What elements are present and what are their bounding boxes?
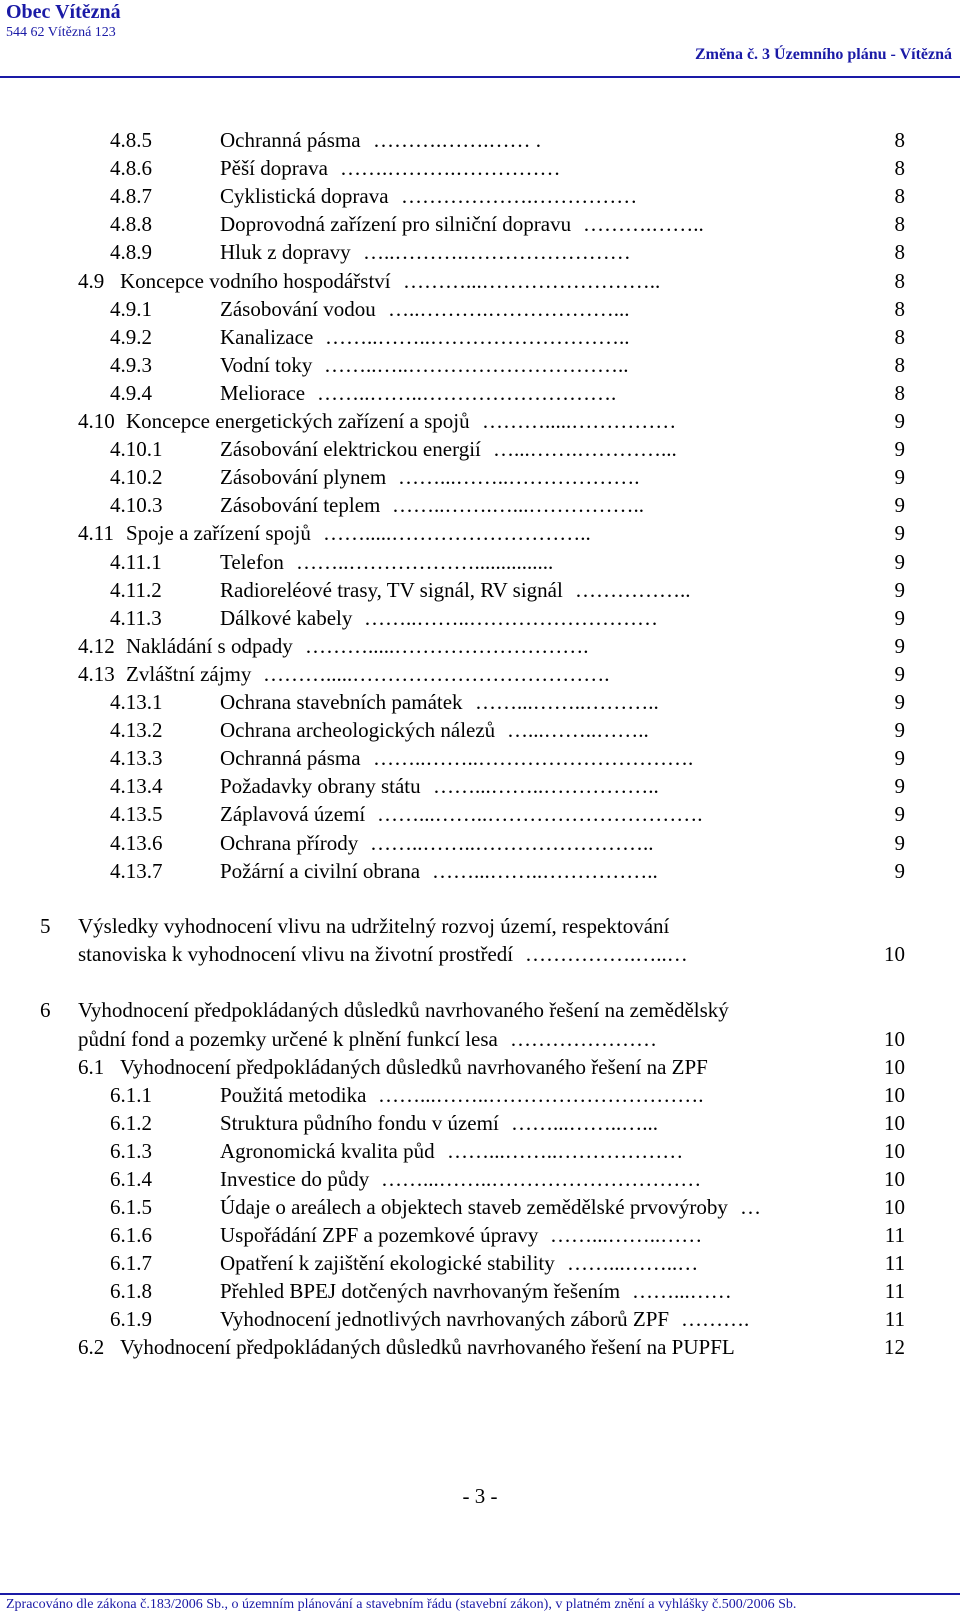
toc-entry-number: 4.13.6: [110, 830, 163, 855]
toc-entry-title: Telefon: [220, 549, 284, 574]
toc-entry-page: 9: [894, 437, 905, 462]
toc-entry-number: 4.10.2: [110, 465, 163, 490]
toc-entry-leader-dots: ……..……..………………………….: [373, 746, 694, 771]
toc-entry-title: Vyhodnocení předpokládaných důsledků navrhovaného řešení na zemědělský: [78, 998, 729, 1022]
toc-entry[interactable]: [0, 688, 960, 717]
toc-entry-page: 9: [894, 774, 905, 799]
toc-entry-page: 10: [884, 1027, 905, 1051]
toc-entry-number: 6.1.3: [110, 1139, 152, 1163]
toc-entry-page: 11: [884, 1279, 905, 1303]
toc-entry[interactable]: [0, 1305, 960, 1334]
toc-entry[interactable]: [0, 1249, 960, 1278]
toc-entry-leader-dots: …………….…..…: [525, 942, 688, 966]
toc-entry-title: Cyklistická doprava: [220, 184, 389, 209]
toc-entry-number: 4.8.7: [110, 184, 152, 209]
toc-entry-number: 5: [40, 914, 51, 938]
toc-entry-leader-dots: ……..……..………………………: [364, 605, 658, 630]
toc-entry-title: Zásobování plynem: [220, 465, 387, 490]
toc-entry-number: 4.13.4: [110, 774, 163, 799]
toc-entry-number: 4.9.3: [110, 352, 152, 377]
toc-entry[interactable]: [0, 491, 960, 520]
toc-entry-title: Výsledky vyhodnocení vlivu na udržitelný rozvoj území, respektování: [78, 914, 670, 938]
toc-entry[interactable]: [0, 660, 960, 689]
toc-entry[interactable]: [0, 1109, 960, 1138]
toc-entry-page: 8: [894, 296, 905, 321]
toc-entry-number: 4.11.2: [110, 577, 162, 602]
toc-entry-title: Zásobování elektrickou energií: [220, 437, 481, 462]
toc-entry-number: 4.11: [78, 521, 114, 546]
toc-entry-page: 11: [884, 1251, 905, 1275]
toc-entry[interactable]: [0, 238, 960, 267]
toc-entry-leader-dots: ……...……..………………: [447, 1139, 684, 1163]
toc-entry[interactable]: [0, 519, 960, 548]
toc-entry[interactable]: [0, 379, 960, 408]
toc-entry-title: Pěší doprava: [220, 156, 328, 181]
toc-entry-leader-dots: ……...……..………………………….: [378, 1083, 704, 1107]
toc-entry-leader-dots: …...…….…………...: [493, 437, 677, 462]
toc-entry-number: 4.10.1: [110, 437, 163, 462]
toc-entry-leader-dots: ……...……..…...: [511, 1111, 658, 1135]
toc-entry[interactable]: [0, 210, 960, 239]
toc-entry-page: 9: [894, 802, 905, 827]
toc-entry-title: Požadavky obrany státu: [220, 774, 421, 799]
toc-entry-number: 4.8.8: [110, 212, 152, 237]
toc-entry-page: 10: [884, 1167, 905, 1191]
toc-entry-title: Ochranná pásma: [220, 746, 361, 771]
toc-entry-leader-dots: ……….....……………………….: [305, 633, 589, 658]
toc-entry-leader-dots: ……….....……………………………….: [263, 661, 610, 686]
toc-entry-title: Doprovodná zařízení pro silniční dopravu: [220, 212, 572, 237]
toc-entry-title: Ochrana archeologických nálezů: [220, 718, 496, 743]
toc-entry-page: 10: [884, 942, 905, 966]
toc-entry-leader-dots: ……...……..…………………………: [381, 1167, 702, 1191]
toc-entry-page: 8: [894, 128, 905, 152]
toc-entry[interactable]: [0, 772, 960, 801]
toc-entry[interactable]: [0, 126, 960, 155]
toc-entry-title: Ochrana stavebních památek: [220, 690, 463, 714]
toc-entry[interactable]: [0, 1277, 960, 1306]
toc-entry-number: 6.2: [78, 1335, 105, 1359]
page-number: - 3 -: [462, 1484, 498, 1508]
toc-entry-page: 8: [894, 324, 905, 349]
toc-entry-number: 6.1.9: [110, 1307, 152, 1331]
toc-entry-page: 10: [884, 1139, 905, 1163]
toc-entry[interactable]: [0, 716, 960, 745]
toc-entry-number: 6: [40, 998, 51, 1022]
toc-entry-leader-dots: …..……….……………………: [363, 240, 631, 265]
toc-entry-leader-dots: ……….……..: [583, 212, 704, 237]
toc-entry-title: Kanalizace: [220, 324, 314, 349]
toc-entry-title: Agronomická kvalita půd: [220, 1139, 435, 1163]
toc-entry-title: Koncepce energetických zařízení a spojů: [126, 409, 470, 433]
toc-entry-number: 4.8.5: [110, 128, 152, 152]
toc-entry-title: půdní fond a pozemky určené k plnění funkcí lesa: [78, 1027, 498, 1051]
toc-entry-title: Investice do půdy: [220, 1167, 370, 1191]
toc-entry-title: Nakládání s odpady: [126, 633, 293, 658]
toc-entry-page: 8: [894, 380, 905, 405]
toc-entry-title: Vodní toky: [220, 352, 313, 377]
toc-entry-number: 4.9.4: [110, 380, 152, 405]
toc-entry-title: Opatření k zajištění ekologické stability: [220, 1251, 555, 1275]
toc-entry[interactable]: [0, 1193, 960, 1222]
toc-entry[interactable]: [0, 1333, 960, 1362]
toc-entry-page: 8: [894, 156, 905, 181]
toc-entry-page: 8: [894, 268, 905, 293]
toc-entry-page: 9: [894, 493, 905, 518]
toc-entry-number: 4.9.2: [110, 324, 152, 349]
toc-entry-leader-dots: ……………..: [575, 577, 691, 602]
toc-entry[interactable]: [0, 548, 960, 577]
toc-entry[interactable]: [0, 323, 960, 352]
toc-entry[interactable]: [0, 1137, 960, 1166]
toc-entry-leader-dots: ……..……..………………………..: [325, 324, 630, 349]
toc-entry-number: 4.11.1: [110, 549, 162, 574]
toc-entry-leader-dots: ……...……..……………..: [432, 858, 658, 883]
toc-entry[interactable]: [0, 829, 960, 858]
document-title: Změna č. 3 Územního plánu - Vítězná: [694, 46, 952, 63]
toc-entry-title: Vyhodnocení jednotlivých navrhovaných záborů ZPF: [220, 1307, 670, 1331]
toc-entry-leader-dots: ……...……..…: [567, 1251, 699, 1275]
toc-entry-leader-dots: ……..……..……………………..: [370, 830, 654, 855]
toc-entry-page: 8: [894, 184, 905, 209]
toc-entry-leader-dots: ……….: [681, 1307, 750, 1331]
toc-entry-title: Zvláštní zájmy: [126, 661, 252, 686]
toc-entry[interactable]: [0, 632, 960, 661]
toc-entry-leader-dots: ……...……: [632, 1279, 732, 1303]
toc-entry-number: 4.11.3: [110, 605, 162, 630]
toc-entry-title: Vyhodnocení předpokládaných důsledků navrhovaného řešení na ZPF: [120, 1055, 708, 1079]
toc-entry-page: 8: [894, 240, 905, 265]
toc-entry-leader-dots: …: [740, 1195, 761, 1219]
toc-entry-page: 8: [894, 352, 905, 377]
header-divider: [0, 76, 960, 78]
toc-entry-title: Struktura půdního fondu v území: [220, 1111, 499, 1135]
toc-entry-number: 4.8.6: [110, 156, 152, 181]
toc-entry-title: Požární a civilní obrana: [220, 858, 421, 883]
toc-entry-title: Koncepce vodního hospodářství: [120, 268, 391, 293]
toc-entry-leader-dots: ……..…..…………………………..: [324, 352, 629, 377]
toc-entry-number: 4.10: [78, 409, 115, 433]
toc-entry-title: Zásobování vodou: [220, 296, 376, 321]
toc-entry-page: 9: [894, 465, 905, 490]
toc-entry-leader-dots: ……...……..………………………….: [377, 802, 703, 827]
footer-text: Zpracováno dle zákona č.183/2006 Sb., o územním plánování a stavebním řádu (stavební zákon), v platném znění a vyhlášky č.500/2006 Sb.: [6, 1597, 797, 1612]
toc-entry-page: 9: [894, 830, 905, 855]
toc-entry-number: 4.13.3: [110, 746, 163, 771]
toc-entry-leader-dots: …...……..……..: [507, 718, 649, 743]
toc-entry-title: Uspořádání ZPF a pozemkové úpravy: [220, 1223, 539, 1247]
toc-entry-number: 4.8.9: [110, 240, 152, 265]
toc-entry[interactable]: [0, 576, 960, 605]
toc-entry-number: 4.13: [78, 661, 115, 686]
toc-entry[interactable]: [0, 267, 960, 296]
toc-entry-title: Zásobování teplem: [220, 493, 381, 518]
toc-entry[interactable]: [0, 800, 960, 829]
toc-entry-page: 9: [894, 661, 905, 686]
toc-entry-page: 11: [884, 1223, 905, 1247]
toc-entry-page: 9: [894, 577, 905, 602]
toc-entry[interactable]: [0, 407, 960, 436]
toc-entry-page: 9: [894, 409, 905, 433]
toc-entry[interactable]: [0, 1053, 960, 1082]
toc-entry[interactable]: [0, 996, 960, 1025]
toc-entry-page: 9: [894, 718, 905, 743]
municipality-name: Obec Vítězná: [6, 1, 121, 23]
toc-entry-title: Údaje o areálech a objektech staveb zemědělské prvovýroby: [220, 1195, 728, 1219]
municipality-address: 544 62 Vítězná 123: [6, 25, 116, 40]
toc-entry-title: Dálkové kabely: [220, 605, 353, 630]
toc-entry-number: 6.1.5: [110, 1195, 152, 1219]
toc-entry-page: 10: [884, 1083, 905, 1107]
toc-entry-title: Radioreléové trasy, TV signál, RV signál: [220, 577, 563, 602]
toc-entry-page: 12: [884, 1335, 905, 1359]
toc-entry[interactable]: [0, 463, 960, 492]
toc-entry-leader-dots: …………………: [510, 1027, 657, 1051]
toc-entry-number: 4.10.3: [110, 493, 163, 518]
toc-entry-number: 6.1.4: [110, 1167, 152, 1191]
toc-entry[interactable]: [0, 182, 960, 211]
toc-entry[interactable]: [0, 604, 960, 633]
toc-entry[interactable]: [0, 912, 960, 941]
toc-entry-number: 4.9.1: [110, 296, 152, 321]
footer-divider: [0, 1593, 960, 1595]
toc-entry-title: Meliorace: [220, 380, 306, 405]
toc-entry-number: 4.13.2: [110, 718, 163, 743]
toc-entry-number: 4.12: [78, 633, 115, 658]
toc-entry-leader-dots: ……….....……………: [482, 409, 677, 433]
toc-entry-number: 4.9: [78, 268, 105, 293]
toc-entry-page: 10: [884, 1111, 905, 1135]
toc-entry-title: Vyhodnocení předpokládaných důsledků navrhovaného řešení na PUPFL: [120, 1335, 735, 1359]
toc-entry-number: 4.13.5: [110, 802, 163, 827]
toc-entry-leader-dots: ……...……..……: [550, 1223, 703, 1247]
toc-entry-title: Přehled BPEJ dotčených navrhovaným řešením: [220, 1279, 621, 1303]
toc-entry[interactable]: [0, 857, 960, 886]
toc-entry-title: stanoviska k vyhodnocení vlivu na životní prostředí: [78, 942, 514, 966]
toc-entry-number: 6.1.8: [110, 1279, 152, 1303]
toc-entry-number: 6.1.6: [110, 1223, 152, 1247]
toc-entry-number: 6.1.2: [110, 1111, 152, 1135]
toc-entry-number: 6.1.1: [110, 1083, 152, 1107]
toc-entry-page: 9: [894, 549, 905, 574]
toc-entry-leader-dots: ……………….……………: [401, 184, 638, 209]
toc-entry-page: 9: [894, 521, 905, 546]
toc-entry-page: 9: [894, 858, 905, 883]
toc-entry[interactable]: [0, 1221, 960, 1250]
toc-entry-leader-dots: ……..…….…...……………..: [392, 493, 644, 518]
toc-entry-page: 11: [884, 1307, 905, 1331]
toc-entry-leader-dots: …..……….………………...: [388, 296, 630, 321]
toc-entry-number: 6.1.7: [110, 1251, 152, 1275]
toc-entry-leader-dots: ……….…….…… .: [373, 128, 541, 152]
document-header: [6, 0, 121, 42]
toc-entry[interactable]: [0, 295, 960, 324]
toc-entry-title: Ochrana přírody: [220, 830, 359, 855]
toc-entry[interactable]: [0, 940, 960, 969]
toc-entry-leader-dots: …….……….……………: [340, 156, 561, 181]
toc-entry-leader-dots: ……..……..……………………….: [317, 380, 617, 405]
toc-entry-number: 4.13.1: [110, 690, 163, 714]
toc-entry-page: 8: [894, 212, 905, 237]
toc-entry[interactable]: [0, 1081, 960, 1110]
toc-entry[interactable]: [0, 744, 960, 773]
toc-entry-page: 9: [894, 690, 905, 714]
toc-entry-title: Hluk z dopravy: [220, 240, 351, 265]
toc-entry-leader-dots: …….....………………………..: [323, 521, 591, 546]
toc-entry-number: 4.13.7: [110, 858, 163, 883]
toc-entry-page: 9: [894, 633, 905, 658]
toc-entry-number: 6.1: [78, 1055, 105, 1079]
toc-entry[interactable]: [0, 154, 960, 183]
toc-entry[interactable]: [0, 1165, 960, 1194]
toc-entry-leader-dots: ……..………………...............: [296, 549, 554, 574]
toc-entry-page: 10: [884, 1055, 905, 1079]
toc-entry-title: Použitá metodika: [220, 1083, 367, 1107]
toc-entry-title: Ochranná pásma: [220, 128, 361, 152]
toc-entry-title: Záplavová území: [220, 802, 366, 827]
toc-entry-leader-dots: ……...……..………..: [475, 690, 659, 714]
toc-entry-page: 9: [894, 746, 905, 771]
toc-entry-title: Spoje a zařízení spojů: [126, 521, 311, 546]
toc-entry-page: 9: [894, 605, 905, 630]
toc-entry[interactable]: [0, 435, 960, 464]
toc-entry-leader-dots: ……...……..……………..: [433, 774, 659, 799]
toc-entry-page: 10: [884, 1195, 905, 1219]
toc-entry-leader-dots: ……...……..……………….: [398, 465, 640, 490]
toc-entry[interactable]: [0, 1025, 960, 1054]
toc-entry[interactable]: [0, 351, 960, 380]
toc-entry-leader-dots: ………...……………………..: [403, 268, 661, 293]
